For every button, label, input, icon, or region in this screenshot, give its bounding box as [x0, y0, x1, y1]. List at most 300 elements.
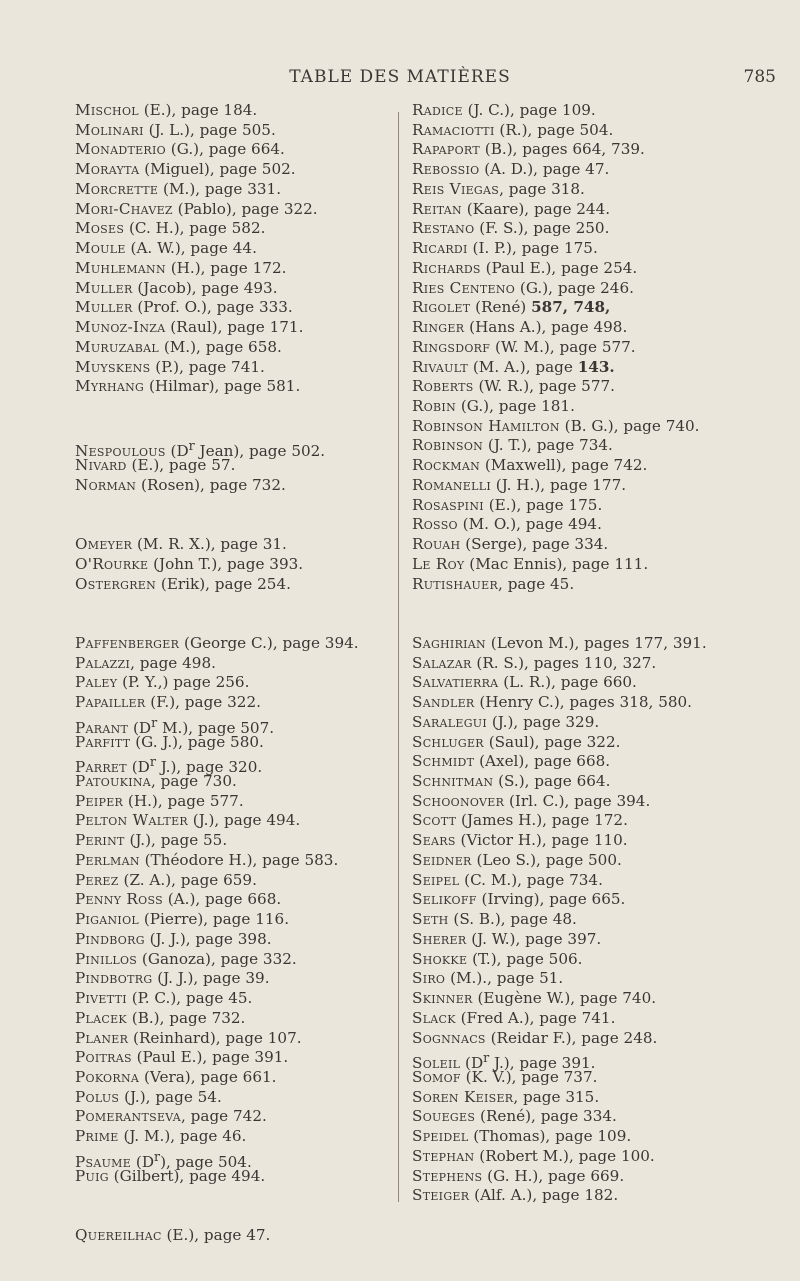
- index-entry: [75, 1127, 390, 1147]
- index-entry: [412, 515, 792, 535]
- entry-details: (A. W.), page 44.: [125, 239, 257, 258]
- index-entry: [412, 358, 792, 378]
- author-name: Muruzabal: [75, 337, 159, 356]
- author-name: Robinson: [412, 436, 484, 455]
- entry-details: (Prof. O.), page 333.: [132, 298, 293, 317]
- author-name: Prime: [75, 1127, 119, 1146]
- author-name: Steiger: [412, 1186, 470, 1205]
- author-name: Myrhang: [75, 377, 145, 396]
- author-name: Speidel: [412, 1127, 469, 1146]
- index-column-left: [75, 101, 390, 1246]
- entry-details: (G. J.), page 580.: [130, 732, 264, 751]
- entry-details: (Vera), page 661.: [139, 1067, 277, 1086]
- entry-details: (J.), page 55.: [124, 831, 228, 850]
- index-entry: [75, 634, 390, 654]
- section-gap: [75, 496, 390, 516]
- author-name: Robinson Hamilton: [412, 416, 560, 435]
- author-name: Parfitt: [75, 732, 131, 751]
- author-name: Piganiol: [75, 910, 139, 929]
- author-name: Molinari: [75, 120, 144, 139]
- entry-details: (C. M.), page 734.: [459, 870, 603, 889]
- index-entry: [75, 1009, 390, 1029]
- entry-details: (James H.), page 172.: [456, 811, 628, 830]
- entry-details: (W. M.), page 577.: [490, 337, 636, 356]
- section-gap: [75, 1186, 390, 1206]
- index-entry: [75, 436, 390, 461]
- index-entry: [412, 1127, 792, 1147]
- author-name: Paley: [75, 673, 118, 692]
- entry-details: (J. W.), page 397.: [466, 929, 602, 948]
- author-name: Stephens: [412, 1166, 483, 1185]
- entry-details: (D: [131, 1152, 154, 1171]
- section-gap: [75, 515, 390, 535]
- entry-details: (B. G.), page 740.: [559, 416, 700, 435]
- author-name: Muyskens: [75, 357, 151, 376]
- entry-details: (H.), page 172.: [165, 258, 287, 277]
- index-entry: [412, 160, 792, 180]
- entry-details: (R.), page 504.: [494, 120, 614, 139]
- title-superscript: r: [151, 714, 158, 730]
- index-entry: [412, 555, 792, 575]
- entry-details: (Alf. A.), page 182.: [469, 1186, 619, 1205]
- author-name: Schmidt: [412, 752, 475, 771]
- entry-details: (P. Y.,) page 256.: [117, 673, 250, 692]
- author-name: Perez: [75, 870, 119, 889]
- index-entry: [75, 101, 390, 121]
- index-entry: [75, 555, 390, 575]
- index-entry: [75, 890, 390, 910]
- index-entry: [412, 930, 792, 950]
- title-superscript: r: [188, 438, 195, 454]
- author-name: Rebossio: [412, 160, 480, 179]
- entry-details: (J. J.), page 398.: [144, 929, 272, 948]
- entry-details: (J. H.), page 177.: [490, 475, 627, 494]
- index-entry: [75, 1048, 390, 1068]
- index-entry: [75, 160, 390, 180]
- author-name: Mischol: [75, 101, 139, 119]
- index-entry: [412, 851, 792, 871]
- index-entry: [75, 871, 390, 891]
- entry-details: (L. R.), page 660.: [498, 673, 637, 692]
- author-name: Quereilhac: [75, 1225, 162, 1244]
- index-entry: [412, 239, 792, 259]
- index-entry: [412, 910, 792, 930]
- author-name: Rivault: [412, 357, 469, 376]
- entry-details: (Maxwell), page 742.: [480, 456, 648, 475]
- author-name: Perint: [75, 831, 125, 850]
- entry-details: (J.), page 494.: [187, 811, 301, 830]
- index-entry: [75, 792, 390, 812]
- entry-details: (E.), page 57.: [126, 456, 236, 475]
- author-name: O'Rourke: [75, 554, 149, 573]
- entry-details: (I. P.), page 175.: [467, 239, 598, 258]
- index-entry: [412, 397, 792, 417]
- entry-details: (Jacob), page 493.: [132, 278, 278, 297]
- entry-details: (J.), page 329.: [487, 712, 600, 731]
- index-entry: [75, 1167, 390, 1187]
- index-entry: [412, 200, 792, 220]
- author-name: Moses: [75, 219, 125, 238]
- index-entry: [75, 180, 390, 200]
- section-gap: [75, 594, 390, 614]
- entry-details: (Reidar F.), page 248.: [485, 1028, 658, 1047]
- index-entry: [412, 1167, 792, 1187]
- author-name: Muller: [75, 278, 133, 297]
- entry-details: (W. R.), page 577.: [473, 377, 615, 396]
- author-name: Pelton Walter: [75, 811, 188, 830]
- author-name: Papailler: [75, 693, 146, 712]
- entry-details: (René), page 334.: [475, 1107, 617, 1126]
- index-entry: [75, 121, 390, 141]
- entry-details: (D: [165, 442, 189, 461]
- entry-details: (John T.), page 393.: [148, 554, 304, 573]
- page-reference-bold: 587, 748,: [531, 298, 611, 317]
- index-entry: [412, 575, 792, 595]
- entry-details: (Erik), page 254.: [156, 574, 291, 593]
- index-entry: [412, 989, 792, 1009]
- entry-details: , page 318.: [499, 179, 585, 198]
- index-entry: [412, 654, 792, 674]
- author-name: Morcrette: [75, 179, 159, 198]
- entry-details: (M. O.), page 494.: [457, 515, 602, 534]
- author-name: Soren Keiser: [412, 1087, 514, 1106]
- index-entry: [412, 950, 792, 970]
- index-entry: [75, 279, 390, 299]
- index-entry: [75, 456, 390, 476]
- entry-details: (J. T.), page 734.: [483, 436, 613, 455]
- entry-details: (S.), page 664.: [493, 771, 611, 790]
- index-entry: [75, 1068, 390, 1088]
- entry-details: (K. V.), page 737.: [460, 1067, 598, 1086]
- author-name: Sears: [412, 831, 456, 850]
- author-name: Saralegui: [412, 712, 488, 731]
- section-gap: [75, 1206, 390, 1226]
- author-name: Stephan: [412, 1146, 475, 1165]
- author-name: Ries Centeno: [412, 278, 516, 297]
- index-entry: [412, 180, 792, 200]
- author-name: Seipel: [412, 870, 460, 889]
- author-name: Pinillos: [75, 949, 138, 968]
- index-entry: [75, 1088, 390, 1108]
- index-column-right: [412, 101, 792, 1206]
- author-name: Poitras: [75, 1048, 132, 1067]
- index-entry: [412, 831, 792, 851]
- index-entry: [412, 871, 792, 891]
- page-title: TABLE DES MATIÈRES: [289, 67, 511, 87]
- author-name: Radice: [412, 101, 463, 119]
- author-name: Norman: [75, 475, 137, 494]
- author-name: Salazar: [412, 653, 472, 672]
- author-name: Pomerantseva: [75, 1107, 182, 1126]
- index-entry: [75, 693, 390, 713]
- author-name: Morayta: [75, 160, 140, 179]
- title-superscript: r: [149, 754, 156, 770]
- index-entry: [412, 1088, 792, 1108]
- title-superscript: r: [483, 1050, 490, 1066]
- entry-details: (Robert M.), page 100.: [474, 1146, 655, 1165]
- entry-details: (Gilbert), page 494.: [108, 1166, 266, 1185]
- author-name: Robin: [412, 397, 457, 416]
- author-name: Nivard: [75, 456, 127, 475]
- entry-details: (G. H.), page 669.: [482, 1166, 625, 1185]
- author-name: Pindbotrg: [75, 969, 153, 988]
- index-entry: [412, 1048, 792, 1073]
- entry-details-continued: Jean), page 502.: [194, 442, 326, 461]
- entry-details: (Mac Ennis), page 111.: [464, 554, 649, 573]
- author-name: Peiper: [75, 791, 124, 810]
- index-entry: [412, 476, 792, 496]
- author-name: Reitan: [412, 199, 462, 218]
- author-name: Schluger: [412, 732, 484, 751]
- entry-details: (M.)., page 51.: [445, 969, 564, 988]
- entry-details: (R. S.), pages 110, 327.: [471, 653, 657, 672]
- entry-details: (J. C.), page 109.: [462, 101, 596, 119]
- index-entry: [75, 713, 390, 737]
- index-entry: [412, 436, 792, 456]
- author-name: Schnitman: [412, 771, 494, 790]
- entry-details: (J. M.), page 46.: [118, 1127, 247, 1146]
- entry-details: (D: [460, 1054, 484, 1073]
- entry-details: (M.), page 658.: [159, 337, 282, 356]
- index-entry: [412, 259, 792, 279]
- entry-details: (M.), page 331.: [158, 179, 282, 198]
- entry-details: (Levon M.), pages 177, 391.: [485, 633, 707, 652]
- entry-details: (D: [128, 718, 152, 737]
- entry-details: (S. B.), page 48.: [448, 910, 577, 929]
- author-name: Ostergren: [75, 574, 157, 593]
- entry-details: (Henry C.), pages 318, 580.: [474, 693, 693, 712]
- author-name: Shokke: [412, 949, 468, 968]
- entry-details: (A. D.), page 47.: [479, 160, 610, 179]
- index-entry: [75, 1147, 390, 1171]
- index-entry: [75, 318, 390, 338]
- entry-details-continued: ), page 504.: [160, 1152, 252, 1171]
- entry-details: (Paul E.), page 391.: [131, 1048, 289, 1067]
- author-name: Placek: [75, 1008, 127, 1027]
- author-name: Sandler: [412, 693, 475, 712]
- entry-details: (G.), page 664.: [165, 140, 285, 159]
- index-entry: [412, 1029, 792, 1049]
- author-name: Romanelli: [412, 475, 491, 494]
- index-entry: [412, 634, 792, 654]
- index-entry: [412, 140, 792, 160]
- entry-details: (George C.), page 394.: [179, 633, 359, 652]
- author-name: Pivetti: [75, 989, 127, 1008]
- index-entry: [75, 377, 390, 397]
- entry-details: (René): [470, 298, 532, 317]
- entry-details: (Raul), page 171.: [165, 318, 304, 337]
- index-entry: [412, 713, 792, 733]
- author-name: Psaume: [75, 1152, 132, 1171]
- entry-details: (Rosen), page 732.: [136, 475, 286, 494]
- entry-details: (Irl. C.), page 394.: [504, 791, 651, 810]
- entry-details: (B.), page 732.: [126, 1008, 246, 1027]
- author-name: Planer: [75, 1028, 129, 1047]
- entry-details: (P. C.), page 45.: [126, 989, 253, 1008]
- entry-details: (P.), page 741.: [150, 357, 265, 376]
- author-name: Moule: [75, 239, 126, 258]
- index-entry: [75, 1107, 390, 1127]
- author-name: Rouah: [412, 535, 461, 554]
- index-entry: [75, 969, 390, 989]
- author-name: Puig: [75, 1166, 109, 1185]
- entry-details: (Paul E.), page 254.: [480, 258, 638, 277]
- author-name: Rigolet: [412, 298, 471, 317]
- author-name: Slack: [412, 1008, 456, 1027]
- author-name: Sognnacs: [412, 1028, 486, 1047]
- entry-details: (Ganoza), page 332.: [137, 949, 297, 968]
- author-name: Soleil: [412, 1054, 461, 1073]
- entry-details-continued: J.), page 320.: [155, 758, 263, 777]
- author-name: Richards: [412, 258, 481, 277]
- author-name: Ringer: [412, 318, 465, 337]
- index-entry: [75, 200, 390, 220]
- author-name: Penny Ross: [75, 890, 163, 909]
- author-name: Pindborg: [75, 929, 145, 948]
- author-name: Reis Viegas: [412, 179, 500, 198]
- index-entry: [412, 1186, 792, 1206]
- entry-details: , page 45.: [498, 574, 575, 593]
- index-entry: [75, 831, 390, 851]
- entry-details: (Fred A.), page 741.: [455, 1008, 616, 1027]
- section-gap: [412, 594, 792, 614]
- entry-details: (Axel), page 668.: [474, 752, 611, 771]
- entry-details: (Hans A.), page 498.: [464, 318, 628, 337]
- author-name: Restano: [412, 219, 475, 238]
- author-name: Perlman: [75, 850, 140, 869]
- index-entry: [75, 1226, 390, 1246]
- index-entry: [75, 772, 390, 792]
- entry-details: (Z. A.), page 659.: [118, 870, 257, 889]
- column-divider: [398, 112, 399, 1202]
- index-entry: [75, 358, 390, 378]
- index-entry: [412, 298, 792, 318]
- author-name: Rockman: [412, 456, 481, 475]
- entry-details: (G.), page 181.: [456, 397, 575, 416]
- entry-details: (Théodore H.), page 583.: [139, 850, 339, 869]
- section-gap: [75, 417, 390, 437]
- author-name: Salvatierra: [412, 673, 499, 692]
- index-entry: [75, 575, 390, 595]
- index-entry: [75, 950, 390, 970]
- author-name: Paffenberger: [75, 633, 180, 652]
- author-name: Le Roy: [412, 554, 465, 573]
- entry-details: (Hilmar), page 581.: [144, 377, 301, 396]
- index-entry: [412, 890, 792, 910]
- index-entry: [75, 811, 390, 831]
- index-entry: [75, 239, 390, 259]
- entry-details-continued: M.), page 507.: [157, 718, 275, 737]
- entry-details: (F. S.), page 250.: [474, 219, 610, 238]
- index-entry: [412, 752, 792, 772]
- author-name: Polus: [75, 1087, 120, 1106]
- index-entry: [75, 476, 390, 496]
- page-reference-bold: 143.: [577, 357, 615, 376]
- index-entry: [75, 140, 390, 160]
- index-entry: [75, 733, 390, 753]
- section-gap: [412, 614, 792, 634]
- index-entry: [412, 456, 792, 476]
- index-entry: [412, 673, 792, 693]
- author-name: Seth: [412, 910, 449, 929]
- author-name: Somof: [412, 1067, 461, 1086]
- author-name: Rosso: [412, 515, 458, 534]
- entry-details: (J. L.), page 505.: [143, 120, 276, 139]
- author-name: Parant: [75, 718, 129, 737]
- index-entry: [412, 1068, 792, 1088]
- author-name: Nespoulous: [75, 442, 166, 461]
- author-name: Ringsdorf: [412, 337, 491, 356]
- entry-details: (Miguel), page 502.: [139, 160, 296, 179]
- index-entry: [412, 279, 792, 299]
- entry-details: , page 498.: [130, 653, 216, 672]
- entry-details: (H.), page 577.: [123, 791, 244, 810]
- entry-details: , page 315.: [513, 1087, 600, 1106]
- entry-details: , page 742.: [181, 1107, 267, 1126]
- author-name: Skinner: [412, 989, 473, 1008]
- author-name: Schoonover: [412, 791, 505, 810]
- author-name: Scott: [412, 811, 457, 830]
- entry-details: (A.), page 668.: [162, 890, 282, 909]
- author-name: Rapaport: [412, 140, 480, 159]
- author-name: Muller: [75, 298, 133, 317]
- author-name: Sherer: [412, 929, 467, 948]
- index-entry: [75, 930, 390, 950]
- index-entry: [75, 298, 390, 318]
- entry-details-continued: J.), page 391.: [489, 1054, 596, 1073]
- index-entry: [412, 338, 792, 358]
- index-entry: [75, 259, 390, 279]
- index-entry: [412, 1107, 792, 1127]
- entry-details: (F.), page 322.: [145, 693, 261, 712]
- entry-details: (E.), page 175.: [483, 495, 603, 514]
- index-entry: [75, 989, 390, 1009]
- entry-details: (J.), page 54.: [119, 1087, 222, 1106]
- index-entry: [412, 811, 792, 831]
- index-entry: [412, 969, 792, 989]
- author-name: Selikoff: [412, 890, 477, 909]
- author-name: Palazzi: [75, 653, 131, 672]
- index-entry: [75, 219, 390, 239]
- entry-details: (C. H.), page 582.: [124, 219, 266, 238]
- index-entry: [412, 535, 792, 555]
- index-entry: [412, 417, 792, 437]
- index-entry: [412, 1009, 792, 1029]
- entry-details: (E.), page 47.: [161, 1225, 271, 1244]
- index-entry: [75, 910, 390, 930]
- entry-details: (B.), pages 664, 739.: [479, 140, 645, 159]
- index-entry: [75, 535, 390, 555]
- index-entry: [75, 338, 390, 358]
- index-entry: [412, 693, 792, 713]
- author-name: Mori-Chavez: [75, 199, 173, 218]
- index-entry: [75, 1029, 390, 1049]
- author-name: Rutishauer: [412, 574, 499, 593]
- index-entry: [412, 318, 792, 338]
- index-entry: [412, 733, 792, 753]
- entry-details: (M. A.), page: [468, 357, 578, 376]
- index-entry: [412, 496, 792, 516]
- index-entry: [75, 851, 390, 871]
- author-name: Omeyer: [75, 535, 133, 554]
- author-name: Ramaciotti: [412, 120, 495, 139]
- index-entry: [75, 752, 390, 777]
- author-name: Saghirian: [412, 633, 486, 652]
- entry-details: (M. R. X.), page 31.: [132, 535, 287, 554]
- page-number: 785: [743, 67, 776, 87]
- entry-details: (J. J.), page 39.: [152, 969, 270, 988]
- author-name: Ricardi: [412, 239, 468, 258]
